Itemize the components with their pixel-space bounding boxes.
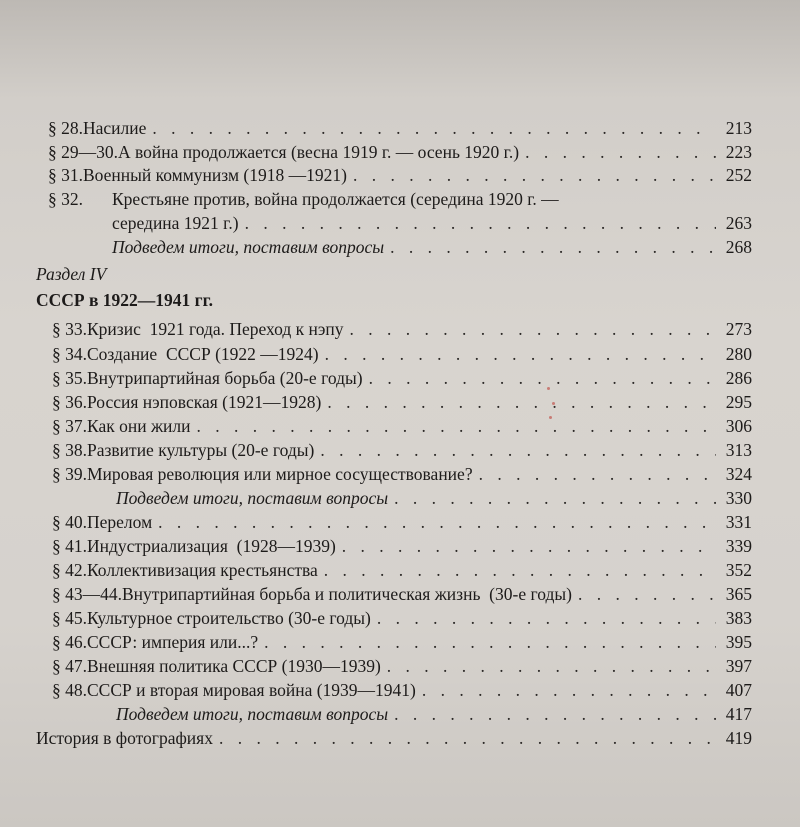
toc-entry[interactable] — [48, 117, 752, 139]
leader-dots — [264, 631, 716, 653]
section-title: СССР в 1922—1941 гг. — [36, 290, 213, 310]
toc-entry-number: § 40. — [52, 512, 87, 532]
toc-summary-entry[interactable] — [116, 487, 752, 509]
toc-entry-title: Насилие — [83, 118, 147, 138]
toc-entry-page: 268 — [725, 237, 752, 257]
toc-entry-photo-history[interactable] — [36, 727, 752, 749]
toc-entry-page: 273 — [725, 319, 752, 339]
leader-dots — [158, 511, 716, 533]
toc-entry-title: Как они жили — [87, 416, 191, 436]
toc-entry-number: § 39. — [52, 464, 87, 484]
toc-entry-number: § 36. — [52, 392, 87, 412]
toc-entry-title: Кризис 1921 года. Переход к нэпу — [87, 319, 344, 339]
toc-entry-page: 306 — [725, 416, 752, 436]
toc-entry-number: § 41. — [52, 536, 87, 556]
toc-entry[interactable] — [52, 439, 752, 461]
toc-entry-number: § 42. — [52, 560, 87, 580]
toc-entry-number: § 46. — [52, 632, 87, 652]
toc-entry-title: Коллективизация крестьянства — [87, 560, 318, 580]
toc-entry-title: Подведем итоги, поставим вопросы — [116, 704, 389, 724]
leader-dots — [342, 535, 716, 557]
toc-entry-number: § 33. — [52, 319, 87, 339]
toc-entry-title: Подведем итоги, поставим вопросы — [116, 488, 389, 508]
toc-entry-title-continued: середина 1921 г.) — [112, 213, 239, 233]
toc-entry[interactable] — [48, 164, 752, 186]
toc-entry-page: 263 — [725, 213, 752, 233]
toc-entry[interactable] — [52, 318, 752, 340]
leader-dots — [327, 391, 716, 413]
toc-entry-title: Внешняя политика СССР (1930—1939) — [87, 656, 381, 676]
toc-entry-number: § 32. — [48, 189, 83, 209]
toc-entry[interactable] — [52, 391, 752, 413]
toc-entry-page: 407 — [725, 680, 752, 700]
toc-entry-title: СССР: империя или...? — [87, 632, 259, 652]
toc-entry-title: Подведем итоги, поставим вопросы — [112, 237, 385, 257]
ink-speck — [549, 416, 552, 419]
toc-entry-title: Перелом — [87, 512, 153, 532]
toc-entry-number: § 34. — [52, 344, 87, 364]
toc-entry-page: 324 — [725, 464, 752, 484]
toc-entry-number: § 35. — [52, 368, 87, 388]
leader-dots — [350, 318, 716, 340]
toc-entry-number: § 28. — [48, 118, 83, 138]
toc-entry-page: 339 — [725, 536, 752, 556]
toc-entry-title: Индустриализация (1928—1939) — [87, 536, 336, 556]
leader-dots — [377, 607, 716, 629]
toc-entry-title: Развитие культуры (20-е годы) — [87, 440, 315, 460]
toc-entry-title: А война продолжается (весна 1919 г. — осень 1920 г.) — [118, 142, 520, 162]
toc-entry-title: Военный коммунизм (1918 —1921) — [83, 165, 347, 185]
toc-entry-number: § 43—44. — [52, 584, 122, 604]
leader-dots — [390, 236, 716, 258]
toc-entry-number: § 31. — [48, 165, 83, 185]
leader-dots — [219, 727, 716, 749]
leader-dots — [479, 463, 716, 485]
toc-entry[interactable] — [52, 415, 752, 437]
toc-entry-page: 295 — [725, 392, 752, 412]
toc-entry-page: 419 — [725, 728, 752, 748]
toc-entry-page: 395 — [725, 632, 752, 652]
toc-entry[interactable] — [52, 367, 752, 389]
leader-dots — [325, 343, 716, 365]
toc-entry[interactable] — [52, 607, 752, 629]
leader-dots — [197, 415, 717, 437]
toc-entry-page: 330 — [725, 488, 752, 508]
toc-entry-title: СССР и вторая мировая война (1939—1941) — [87, 680, 416, 700]
toc-entry-page: 383 — [725, 608, 752, 628]
toc-entry-number: § 45. — [52, 608, 87, 628]
toc-entry-page: 313 — [725, 440, 752, 460]
toc-entry-title: Россия нэповская (1921—1928) — [87, 392, 322, 412]
toc-entry-title: Внутрипартийная борьба и политическая жизнь (30-е годы) — [122, 584, 572, 604]
toc-summary-entry[interactable] — [116, 703, 752, 725]
toc-entry-title: Мировая революция или мирное сосуществование? — [87, 464, 473, 484]
toc-entry-page: 331 — [725, 512, 752, 532]
ink-speck — [552, 402, 555, 405]
toc-entry-number: § 48. — [52, 680, 87, 700]
leader-dots — [394, 487, 716, 509]
toc-entry[interactable] — [52, 343, 752, 365]
toc-entry-page: 286 — [725, 368, 752, 388]
toc-summary-entry[interactable] — [112, 236, 752, 258]
leader-dots — [353, 164, 716, 186]
toc-entry[interactable] — [52, 679, 752, 701]
toc-entry-page: 365 — [725, 584, 752, 604]
toc-entry-page: 397 — [725, 656, 752, 676]
toc-entry-title: Крестьяне против, война продолжается (середина 1920 г. — — [112, 189, 559, 209]
toc-entry-title: Создание СССР (1922 —1924) — [87, 344, 319, 364]
toc-entry-page: 252 — [725, 165, 752, 185]
toc-entry[interactable] — [52, 511, 752, 533]
toc-entry[interactable] — [52, 535, 752, 557]
ink-speck — [547, 387, 550, 390]
toc-entry-page: 280 — [725, 344, 752, 364]
toc-entry-title: Культурное строительство (30-е годы) — [87, 608, 371, 628]
toc-entry-number: § 37. — [52, 416, 87, 436]
toc-entry-page: 213 — [725, 118, 752, 138]
leader-dots — [369, 367, 716, 389]
toc-entry-number: § 47. — [52, 656, 87, 676]
toc-entry[interactable] — [52, 655, 752, 677]
leader-dots — [394, 703, 716, 725]
leader-dots — [525, 141, 716, 163]
toc-entry-page: 417 — [725, 704, 752, 724]
toc-entry-title: Внутрипартийная борьба (20-е годы) — [87, 368, 363, 388]
toc-entry-number: § 38. — [52, 440, 87, 460]
leader-dots — [578, 583, 716, 605]
toc-entry-page: 223 — [725, 142, 752, 162]
toc-entry[interactable] — [52, 559, 752, 581]
leader-dots — [245, 212, 716, 234]
toc-entry[interactable] — [52, 631, 752, 653]
toc-entry[interactable] — [52, 463, 752, 485]
toc-entry[interactable] — [48, 188, 752, 210]
toc-entry-number: § 29—30. — [48, 142, 118, 162]
toc-entry-title: История в фотографиях — [36, 728, 213, 748]
toc-entry-continuation — [112, 212, 752, 234]
leader-dots — [324, 559, 716, 581]
toc-entry[interactable] — [48, 141, 752, 163]
leader-dots — [422, 679, 716, 701]
leader-dots — [320, 439, 716, 461]
leader-dots — [152, 117, 716, 139]
toc-entry[interactable] — [52, 583, 752, 605]
leader-dots — [387, 655, 716, 677]
toc-entry-page: 352 — [725, 560, 752, 580]
section-label: Раздел IV — [36, 264, 107, 284]
